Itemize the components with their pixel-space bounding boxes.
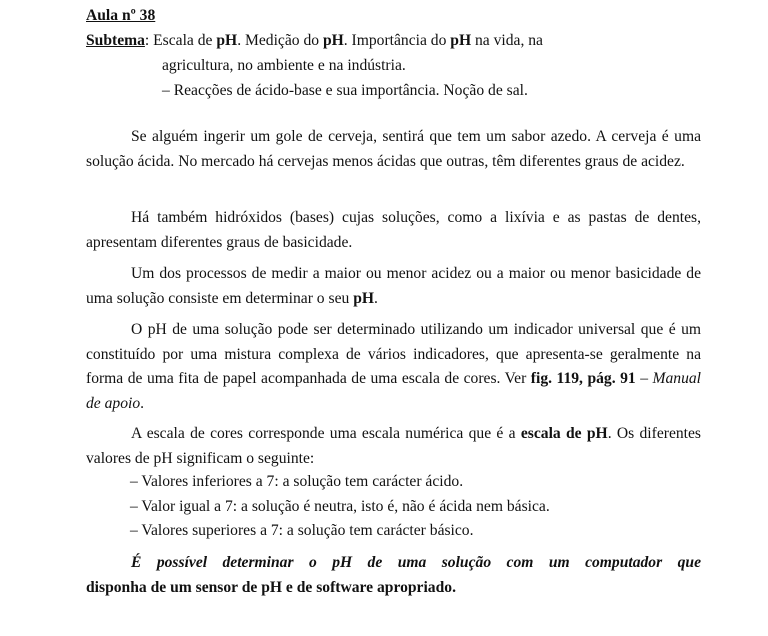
paragraph-4-end: . (140, 394, 145, 412)
paragraph-5-text: A escala de cores corresponde uma escala numérica que é a (131, 425, 521, 442)
ph-values-list (130, 470, 550, 544)
list-item: – Valor igual a 7: a solução é neutra, isto é, não é ácida nem básica. (130, 497, 550, 515)
closing-line-2: disponha de um sensor de pH e de software apropriado. (86, 578, 456, 596)
subtema-label: Subtema (86, 32, 145, 49)
subtema-text-3: . Importância do (343, 32, 451, 49)
paragraph-3-bold: pH (353, 289, 374, 307)
lesson-title: Aula nº 38 (86, 7, 156, 24)
subtema-text-2: . Medição do (237, 32, 323, 49)
subtema-line-3: – Reacções de ácido-base e sua importância. Noção de sal. (162, 82, 528, 99)
subtema-bold-3: pH (450, 32, 472, 49)
paragraph-1: Se alguém ingerir um gole de cerveja, sentirá que tem um sabor azedo. A cerveja é uma solução ácida. No mercado há cervejas menos ácidas que outras, têm diferentes graus de acidez. (86, 128, 701, 170)
paragraph-5 (86, 422, 701, 471)
closing-line-1: É possível determinar o pH de uma solução com um computador que (131, 554, 701, 571)
paragraph-4 (86, 318, 701, 416)
list-item: – Valores inferiores a 7: a solução tem carácter ácido. (130, 473, 464, 490)
paragraph-4-text: O pH de uma solução pode ser determinado utilizando um indicador universal que é um constituído por uma mistura complexa de vários indicadores, que apresenta-se geralmente na forma de uma fita de papel acompanhada de uma escala de cores. Ver (86, 321, 701, 387)
paragraph-3-text: Um dos processos de medir a maior ou menor acidez ou a maior ou menor basicidade de uma solução consiste em determinar o seu (86, 265, 701, 307)
figure-reference: fig. 119, pág. 91 (530, 370, 636, 387)
subtema-bold-2: pH (322, 32, 344, 49)
paragraph-3-end: . (374, 289, 378, 307)
paragraph-5-end: . Os diferentes valores de pH significam o seguinte: (86, 425, 701, 467)
paragraph-2: Há também hidróxidos (bases) cujas soluções, como a lixívia e as pastas de dentes, apresentam diferentes graus de basicidade. (86, 209, 701, 251)
subtema-bold-1: pH (216, 32, 238, 49)
closing-statement (86, 551, 701, 600)
paragraph-5-bold: escala de pH (520, 425, 608, 442)
subtema-text-1: Escala de (153, 32, 217, 49)
subtema-line-2: agricultura, no ambiente e na indústria. (162, 57, 406, 74)
paragraph-4-dash: – (635, 370, 653, 387)
list-item: – Valores superiores a 7: a solução tem carácter básico. (130, 522, 474, 539)
subtema-line-1 (86, 29, 543, 54)
subtema-text-4: na vida, na (471, 32, 543, 49)
subtema-separator: : (144, 32, 154, 49)
paragraph-3 (86, 262, 701, 311)
manual-reference: Manual de apoio (86, 370, 702, 412)
